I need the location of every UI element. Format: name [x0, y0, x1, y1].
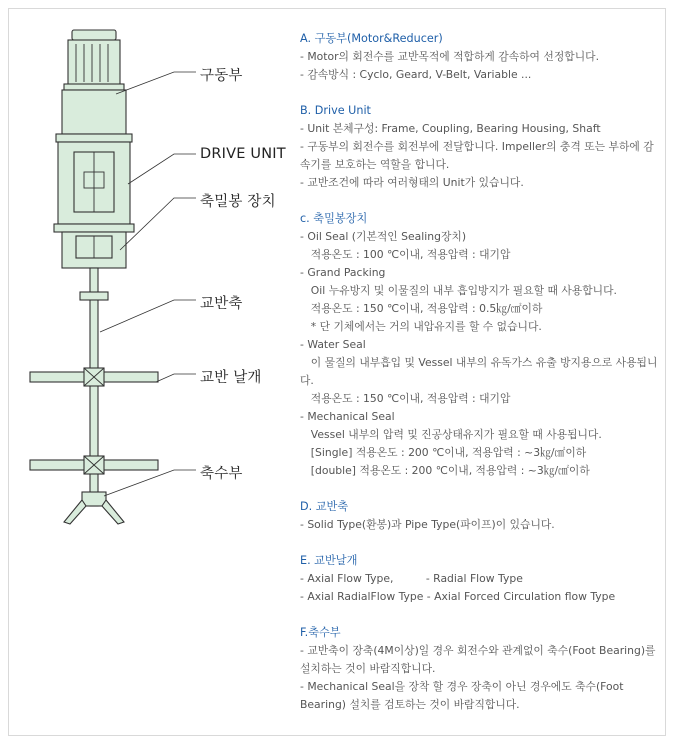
description-panel [300, 30, 664, 714]
section-a-line: - 감속방식 : Cyclo, Geard, V-Belt, Variable ... [300, 68, 532, 81]
section-c-line: - Mechanical Seal [300, 410, 395, 423]
section-c-line: - Grand Packing [300, 266, 386, 279]
label-blade: 교반 날개 [200, 370, 262, 386]
motor-cap [72, 30, 116, 40]
drive-unit-base [54, 224, 134, 232]
agitator-diagram [24, 22, 294, 532]
section-a-line: - Motor의 회전수를 교반목적에 적합하게 감속하여 선정합니다. [300, 50, 600, 63]
upper-blade-right [102, 372, 158, 382]
section-c-line: - Water Seal [300, 338, 366, 351]
section-c [300, 210, 664, 480]
label-drive-part: 구동부 [200, 68, 243, 84]
section-d [300, 498, 664, 534]
section-c-line: - Oil Seal (기본적인 Sealing장치) [300, 230, 467, 243]
foot-bearing [82, 492, 106, 506]
lower-blade-left [30, 460, 86, 470]
section-a-title: A. 구동부(Motor&Reducer) [300, 32, 443, 45]
section-f [300, 624, 664, 714]
section-b [300, 102, 664, 192]
section-c-line: 이 물질의 내부흡입 및 Vessel 내부의 유독가스 유출 방지용으로 사용됩니다. [300, 356, 658, 387]
section-a [300, 30, 664, 84]
shaft-flange [80, 292, 108, 300]
section-e-line: - Axial Flow Type, - Radial Flow Type [300, 572, 523, 585]
label-foot: 축수부 [200, 466, 243, 482]
section-d-title: D. 교반축 [300, 500, 349, 513]
upper-blade-left [30, 372, 86, 382]
section-b-line: - Unit 본체구성: Frame, Coupling, Bearing Housing, Shaft [300, 122, 601, 135]
reducer-body [62, 90, 126, 134]
section-d-line: - Solid Type(환봉)과 Pipe Type(파이프)이 있습니다. [300, 518, 555, 531]
label-drive-unit: DRIVE UNIT [200, 146, 286, 162]
section-c-line: * 단 기체에서는 거의 내압유지를 할 수 없습니다. [300, 320, 542, 333]
section-c-line: 적용온도 : 150 ℃이내, 적용압력 : 대기압 [300, 392, 511, 405]
section-b-title: B. Drive Unit [300, 104, 371, 117]
section-e-line: - Axial RadialFlow Type - Axial Forced Circulation flow Type [300, 590, 616, 603]
section-f-line: - 교반축이 장축(4M이상)일 경우 회전수와 관계없이 축수(Foot Bearing)를 설치하는 것이 바람직합니다. [300, 644, 656, 675]
foot-leg-left [64, 500, 86, 524]
section-f-title: F.축수부 [300, 626, 341, 639]
section-b-line: - 교반조건에 따라 여러형태의 Unit가 있습니다. [300, 176, 524, 189]
section-b-line: - 구동부의 회전수를 회전부에 전달합니다. Impeller의 충격 또는 부하에 감속기를 보호하는 역할을 합니다. [300, 140, 654, 171]
section-c-line: [Single] 적용온도 : 200 ℃이내, 적용압력 : ~3㎏/㎠이하 [300, 446, 587, 459]
section-e-title: E. 교반날개 [300, 554, 358, 567]
label-shaft: 교반축 [200, 296, 243, 312]
section-c-line: 적용온도 : 150 ℃이내, 적용압력 : 0.5㎏/㎠이하 [300, 302, 543, 315]
label-shaft-seal: 축밀봉 장치 [200, 194, 276, 210]
section-c-title: c. 축밀봉장치 [300, 212, 368, 225]
section-c-line: Oil 누유방지 및 이물질의 내부 흡입방지가 필요할 때 사용합니다. [300, 284, 617, 297]
section-c-line: Vessel 내부의 압력 및 진공상태유지가 필요할 때 사용됩니다. [300, 428, 602, 441]
motor-flange [64, 84, 124, 90]
section-e [300, 552, 664, 606]
section-c-line: 적용온도 : 100 ℃이내, 적용압력 : 대기압 [300, 248, 511, 261]
section-f-line: - Mechanical Seal을 장착 할 경우 장축이 아닌 경우에도 축수(Foot Bearing) 설치를 검토하는 것이 바람직합니다. [300, 680, 624, 711]
section-c-line: [double] 적용온도 : 200 ℃이내, 적용압력 : ~3㎏/㎠이하 [300, 464, 590, 477]
reducer-flange [56, 134, 132, 142]
foot-leg-right [102, 500, 124, 524]
lower-blade-right [102, 460, 158, 470]
